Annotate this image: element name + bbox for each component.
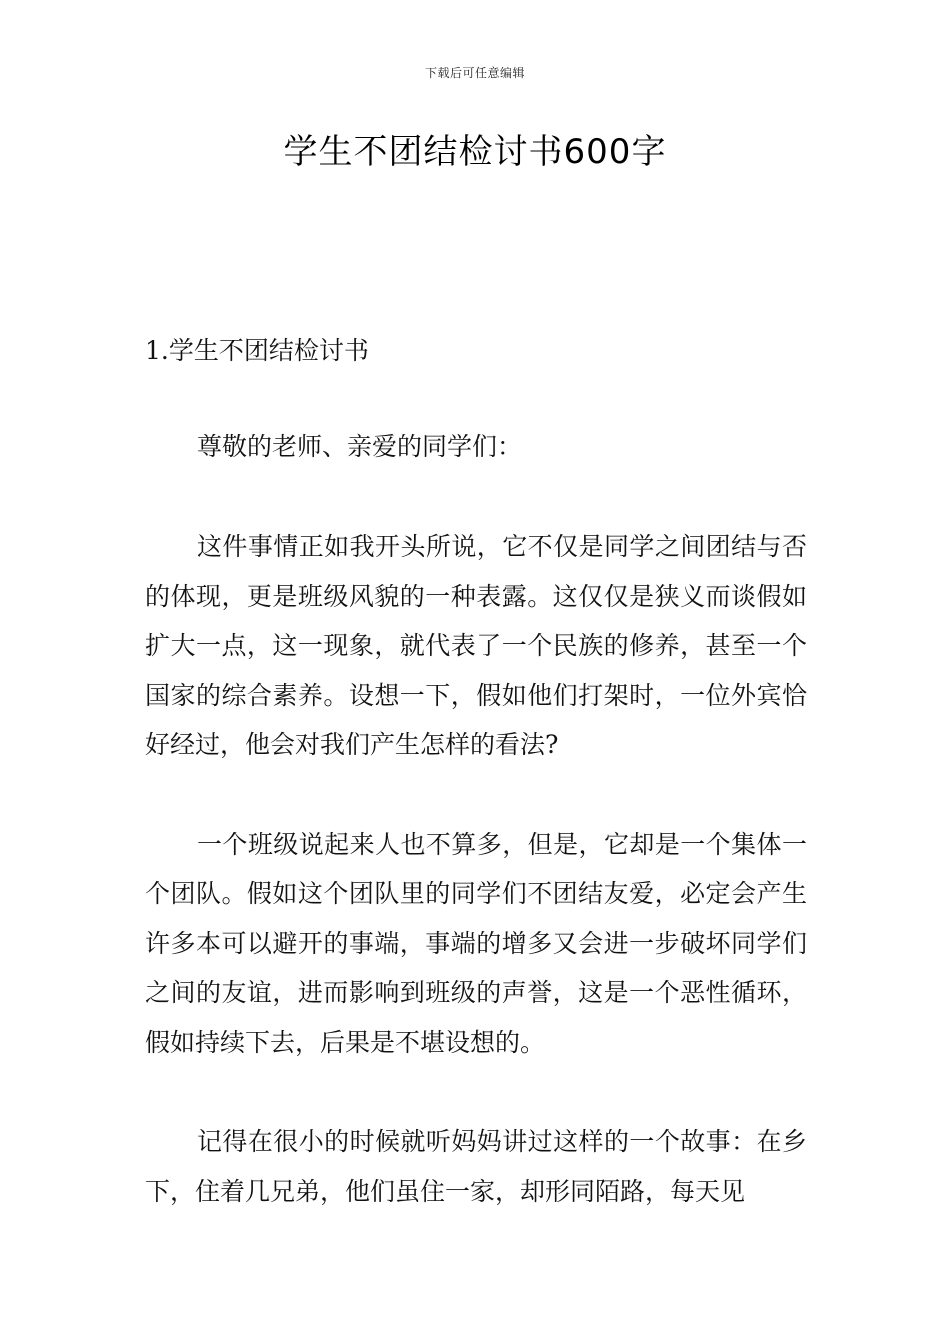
document-title: 学生不团结检讨书600字 — [283, 132, 667, 172]
section-heading: 1.学生不团结检讨书 — [145, 336, 369, 365]
body-paragraph: 一个班级说起来人也不算多，但是，它却是一个集体一个团队。假如这个团队里的同学们不团结友爱，必定会产生许多本可以避开的事端，事端的增多又会进一步破坏同学们之间的友谊，进而影响到班级的声誉，这是一个恶性循环，假如持续下去，后果是不堪设想的。 — [145, 829, 807, 1057]
body-paragraph: 记得在很小的时候就听妈妈讲过这样的一个故事：在乡下，住着几兄弟，他们虽住一家，却形同陌路，每天见 — [145, 1127, 807, 1206]
header-note: 下载后可任意编辑 — [424, 66, 525, 80]
body-paragraph: 这件事情正如我开头所说，它不仅是同学之间团结与否的体现，更是班级风貌的一种表露。这仅仅是狭义而谈假如扩大一点，这一现象，就代表了一个民族的修养，甚至一个国家的综合素养。设想一下，假如他们打架时，一位外宾恰好经过，他会对我们产生怎样的看法? — [145, 532, 807, 759]
salutation: 尊敬的老师、亲爱的同学们： — [197, 432, 523, 461]
document-body — [145, 328, 807, 1266]
